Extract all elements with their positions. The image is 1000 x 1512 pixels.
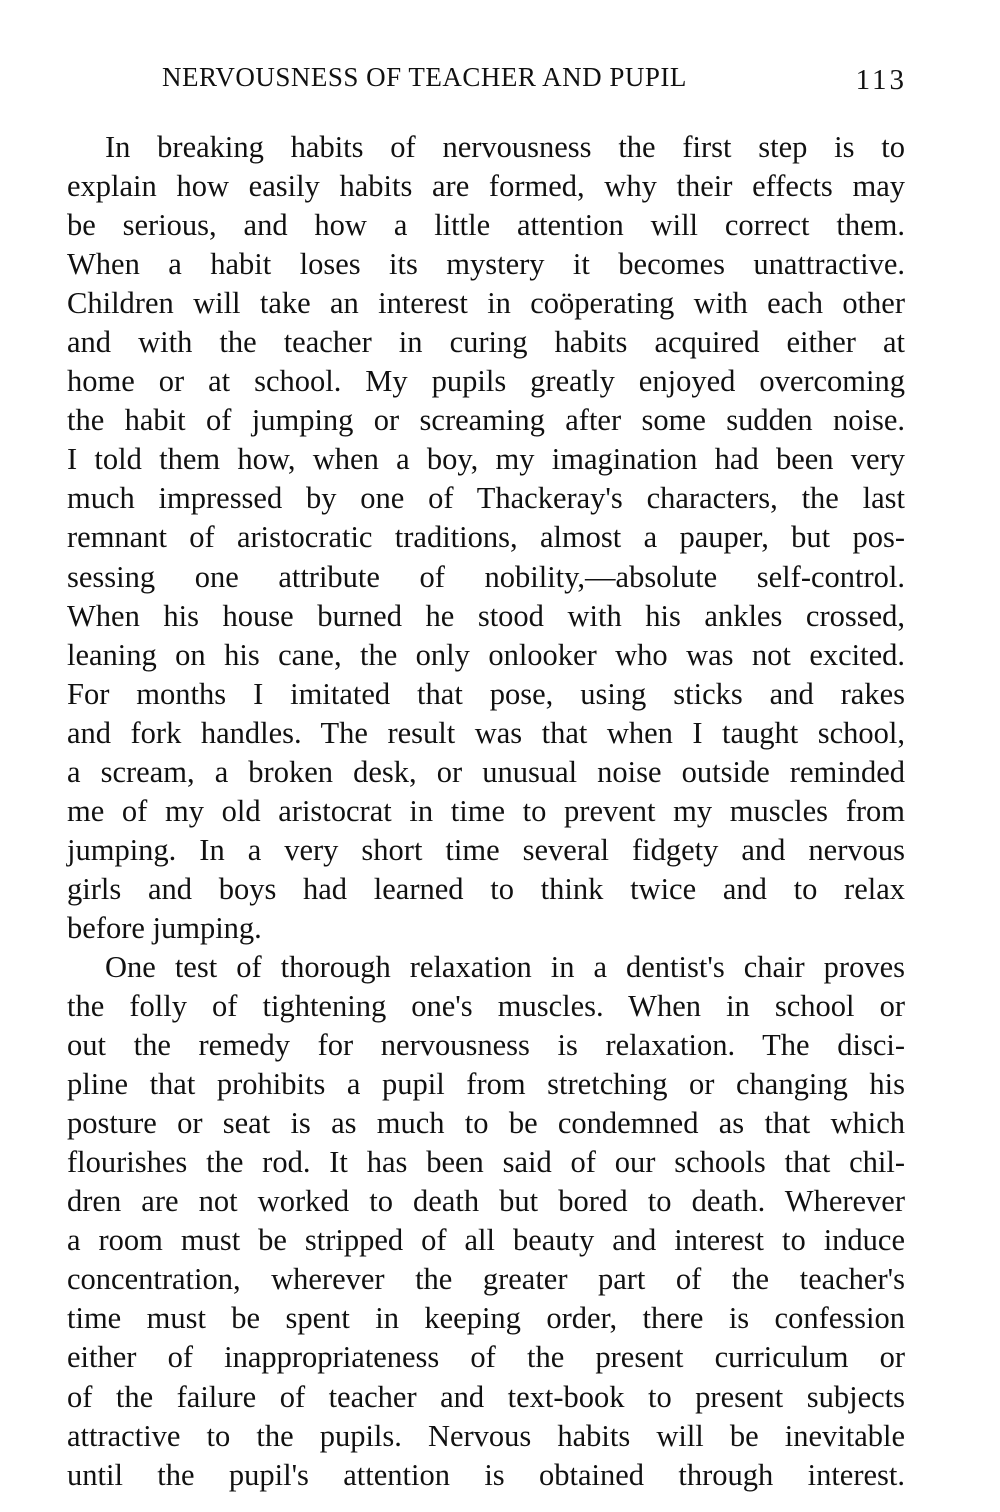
text-line: either of inappropriateness of the present curriculum or (67, 1340, 905, 1375)
text-line: flourishes the rod. It has been said of our schools that chil- (67, 1145, 905, 1180)
text-line: of the failure of teacher and text-book to present subjects (67, 1379, 905, 1414)
text-line: me of my old aristocrat in time to prevent my muscles from (67, 793, 905, 828)
text-line: be serious, and how a little attention will correct them. (67, 208, 905, 243)
text-line: attractive to the pupils. Nervous habits will be inevitable (67, 1418, 905, 1453)
text-line: pline that prohibits a pupil from stretching or changing his (67, 1067, 905, 1102)
paragraph (67, 128, 905, 948)
text-line: In breaking habits of nervousness the first step is to (105, 130, 905, 164)
body-text (67, 128, 905, 1495)
paragraph (67, 948, 905, 1495)
text-line: girls and boys had learned to think twice and to relax (67, 871, 905, 906)
text-line: home or at school. My pupils greatly enjoyed overcoming (67, 364, 905, 399)
text-line: Children will take an interest in coöperating with each other (67, 286, 905, 321)
text-line: concentration, wherever the greater part of the teacher's (67, 1262, 905, 1297)
text-line: jumping. In a very short time several fidgety and nervous (67, 832, 905, 867)
text-line: time must be spent in keeping order, there is confession (67, 1301, 905, 1336)
running-head-title: NERVOUSNESS OF TEACHER AND PUPIL (162, 62, 687, 92)
text-line: leaning on his cane, the only onlooker who was not excited. (67, 637, 905, 672)
text-line: explain how easily habits are formed, why their effects may (67, 169, 905, 204)
text-line: out the remedy for nervousness is relaxation. The disci- (67, 1028, 905, 1063)
page-number: 113 (855, 64, 907, 96)
text-line: before jumping. (67, 910, 262, 945)
text-line: the habit of jumping or screaming after some sudden noise. (67, 403, 905, 438)
text-line: When a habit loses its mystery it becomes unattractive. (67, 247, 905, 282)
text-line: dren are not worked to death but bored to death. Wherever (67, 1184, 905, 1219)
running-head (162, 62, 907, 102)
text-line: until the pupil's attention is obtained through interest. (67, 1457, 905, 1492)
text-line: sessing one attribute of nobility,—absolute self-control. (67, 559, 905, 594)
text-line: a scream, a broken desk, or unusual noise outside reminded (67, 754, 905, 789)
text-line: When his house burned he stood with his ankles crossed, (67, 598, 905, 633)
text-line: a room must be stripped of all beauty and interest to induce (67, 1223, 905, 1258)
text-line: posture or seat is as much to be condemned as that which (67, 1106, 905, 1141)
text-line: I told them how, when a boy, my imagination had been very (67, 442, 905, 477)
text-line: much impressed by one of Thackeray's characters, the last (67, 481, 905, 516)
text-line: One test of thorough relaxation in a dentist's chair proves (105, 949, 905, 984)
text-line: and fork handles. The result was that when I taught school, (67, 715, 905, 750)
text-line: remnant of aristocratic traditions, almost a pauper, but pos- (67, 520, 905, 555)
text-line: the folly of tightening one's muscles. When in school or (67, 989, 905, 1024)
text-line: and with the teacher in curing habits acquired either at (67, 325, 905, 360)
text-line: For months I imitated that pose, using sticks and rakes (67, 676, 905, 711)
